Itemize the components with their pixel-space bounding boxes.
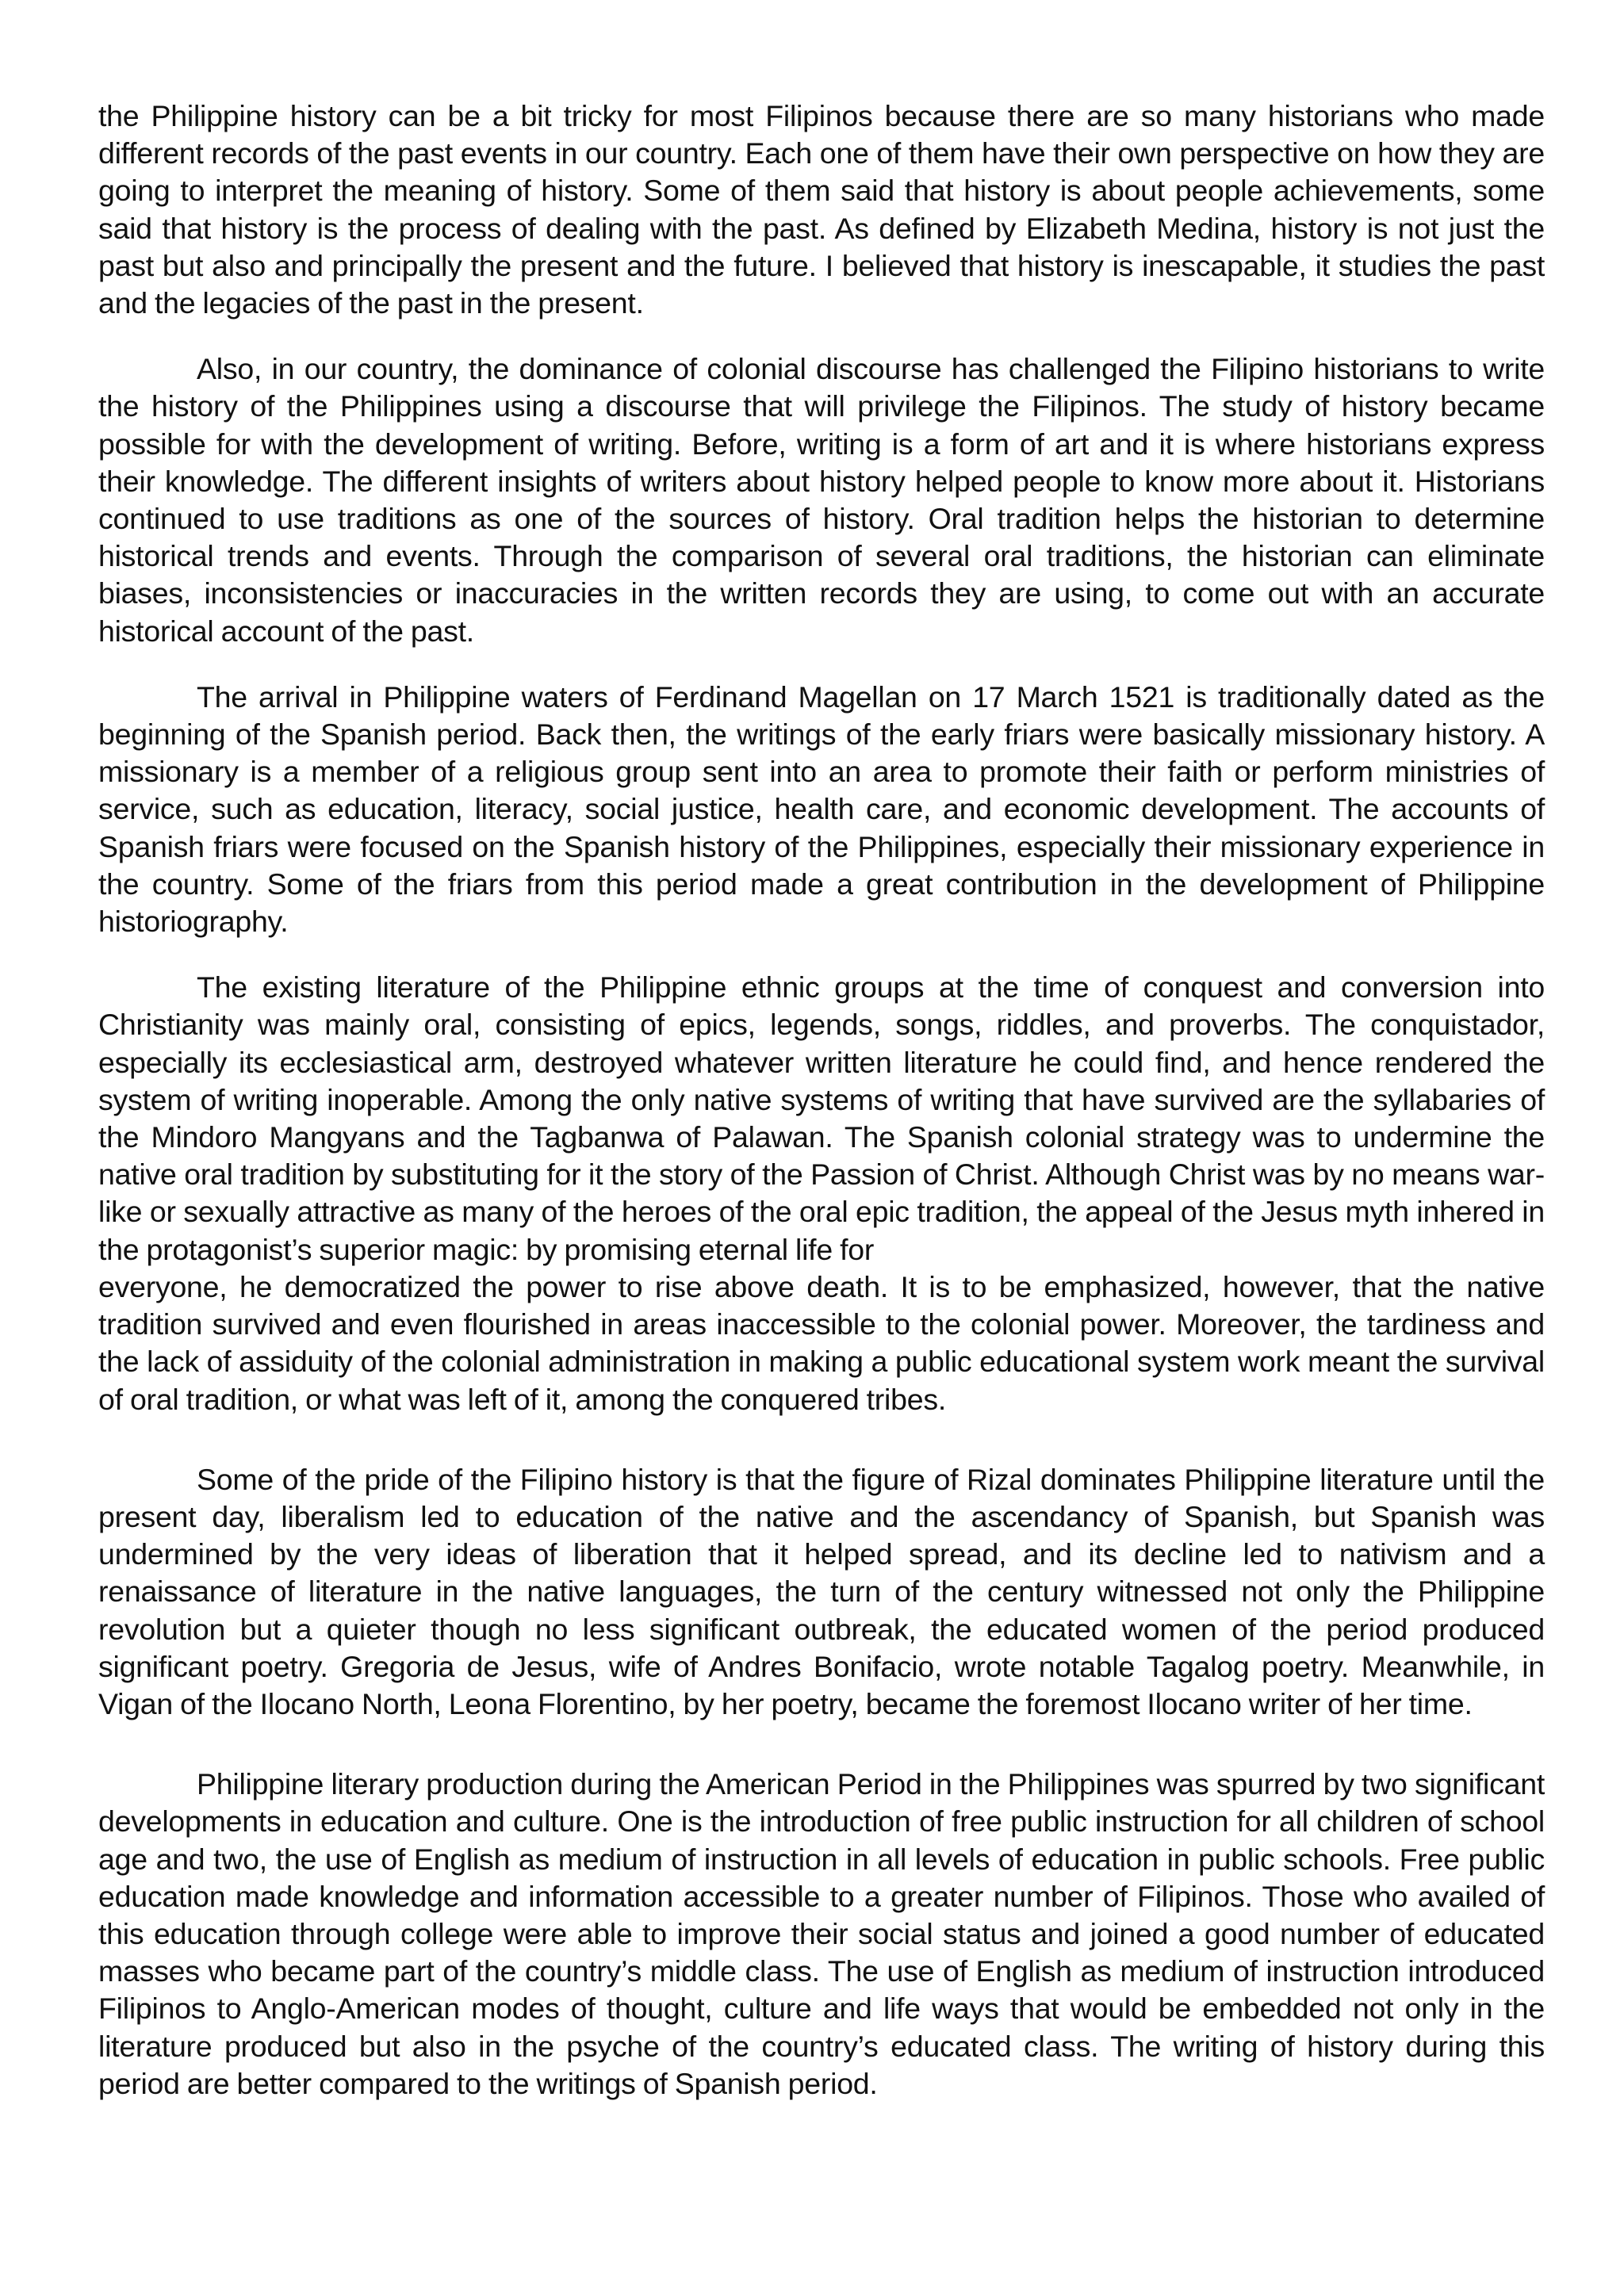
paragraph-4: The existing literature of the Philippine ethnic groups at the time of conquest and conversion into Christianity was mainly oral, consisting of epics, legends, songs, riddles, and proverbs. The conquistador, especially its ecclesiastical arm, destroyed whatever written literature he could find, and hence rendered the system of writing inoperable. Among the only native systems of writing that have survived are the syllabaries of the Mindoro Mangyans and the Tagbanwa of Palawan. The Spanish colonial strategy was to undermine the native oral tradition by substituting for it the story of the Passion of Christ. Although Christ was by no means war-like or sexually attractive as many of the heroes of the oral epic tradition, the appeal of the Jesus myth inhered in the protagonist’s superior magic: by promising eternal life for bbox=[98, 970, 1545, 1266]
paragraph-4-continuation: everyone, he democratized the power to rise above death. It is to be emphasized, however, that the native tradition survived and even flourished in areas inaccessible to the colonial power. Moreover, the tardiness and the lack of assiduity of the colonial administration in making a public educational system work meant the survival of oral tradition, or what was left of it, among the conquered tribes. bbox=[98, 1269, 1545, 1416]
paragraph-2: Also, in our country, the dominance of colonial discourse has challenged the Filipino historians to write the history of the Philippines using a discourse that will privilege the Filipinos. The study of history became possible for with the development of writing. Before, writing is a form of art and it is where historians express their knowledge. The different insights of writers about history helped people to know more about it. Historians continued to use traditions as one of the sources of history. Oral tradition helps the historian to determine historical trends and events. Through the comparison of several oral traditions, the historian can eliminate biases, inconsistencies or inaccuracies in the written records they are using, to come out with an accurate historical account of the past. bbox=[98, 352, 1545, 648]
document-body bbox=[98, 98, 1545, 2131]
paragraph-6: Philippine literary production during the American Period in the Philippines was spurred by two significant developments in education and culture. One is the introduction of free public instruction for all children of school age and two, the use of English as medium of instruction in all levels of education in public schools. Free public education made knowledge and information accessible to a greater number of Filipinos. Those who availed of this education through college were able to improve their social status and joined a good number of educated masses who became part of the country’s middle class. The use of English as medium of instruction introduced Filipinos to Anglo-American modes of thought, culture and life ways that would be embedded not only in the literature produced but also in the psyche of the country’s educated class. The writing of history during this period are better compared to the writings of Spanish period. bbox=[98, 1767, 1545, 2100]
paragraph-5: Some of the pride of the Filipino history is that the figure of Rizal dominates Philippine literature until the present day, liberalism led to education of the native and the ascendancy of Spanish, but Spanish was undermined by the very ideas of liberation that it helped spread, and its decline led to nativism and a renaissance of literature in the native languages, the turn of the century witnessed not only the Philippine revolution but a quieter though no less significant outbreak, the educated women of the period produced significant poetry. Gregoria de Jesus, wife of Andres Bonifacio, wrote notable Tagalog poetry. Meanwhile, in Vigan of the Ilocano North, Leona Florentino, by her poetry, became the foremost Ilocano writer of her time. bbox=[98, 1462, 1545, 1720]
paragraph-3: The arrival in Philippine waters of Ferdinand Magellan on 17 March 1521 is traditionally dated as the beginning of the Spanish period. Back then, the writings of the early friars were basically missionary history. A missionary is a member of a religious group sent into an area to promote their faith or perform ministries of service, such as education, literacy, social justice, health care, and economic development. The accounts of Spanish friars were focused on the Spanish history of the Philippines, especially their missionary experience in the country. Some of the friars from this period made a great contribution in the development of Philippine historiography. bbox=[98, 679, 1545, 939]
paragraph-1: the Philippine history can be a bit tricky for most Filipinos because there are so many historians who made different records of the past events in our country. Each one of them have their own perspective on how they are going to interpret the meaning of history. Some of them said that history is about people achievements, some said that history is the process of dealing with the past. As defined by Elizabeth Medina, history is not just the past but also and principally the present and the future. I believed that history is inescapable, it studies the past and the legacies of the past in the present. bbox=[98, 99, 1545, 320]
